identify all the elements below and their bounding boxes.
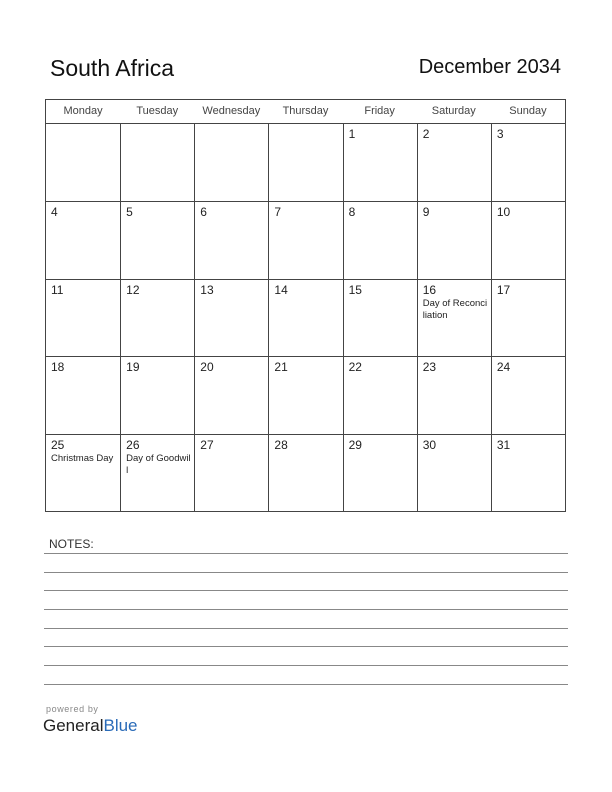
weekday-sunday: Sunday bbox=[509, 105, 547, 117]
calendar-weeks bbox=[46, 124, 565, 511]
notes-line[interactable] bbox=[44, 628, 568, 629]
calendar-day-cell[interactable] bbox=[343, 280, 417, 356]
calendar-day-cell[interactable] bbox=[491, 124, 565, 201]
weekday-wednesday: Wednesday bbox=[202, 105, 261, 117]
calendar-day-cell[interactable] bbox=[46, 202, 120, 278]
calendar-day-cell[interactable] bbox=[268, 435, 342, 511]
calendar-grid bbox=[45, 99, 566, 512]
calendar-day-cell[interactable] bbox=[120, 202, 194, 278]
calendar-week-row bbox=[46, 124, 565, 201]
calendar-day-cell[interactable] bbox=[46, 435, 120, 511]
brand-blue-text: Blue bbox=[103, 716, 138, 735]
day-number: 4 bbox=[51, 205, 58, 220]
notes-line[interactable] bbox=[44, 665, 568, 666]
day-number: 6 bbox=[200, 205, 207, 220]
calendar-day-cell[interactable] bbox=[120, 124, 194, 201]
calendar-day-cell[interactable] bbox=[343, 357, 417, 433]
calendar-day-cell[interactable] bbox=[46, 280, 120, 356]
weekday-friday: Friday bbox=[364, 105, 395, 117]
weekday-tuesday: Tuesday bbox=[136, 105, 179, 117]
day-number: 22 bbox=[348, 360, 362, 375]
day-number: 27 bbox=[200, 437, 214, 452]
calendar-day-cell[interactable] bbox=[491, 357, 565, 433]
calendar-day-cell[interactable] bbox=[46, 357, 120, 433]
calendar-day-cell[interactable] bbox=[417, 435, 491, 511]
weekday-thursday: Thursday bbox=[282, 105, 329, 117]
weekday-saturday: Saturday bbox=[431, 105, 476, 117]
day-number: 13 bbox=[200, 282, 214, 297]
holiday-label: Day of Goodwill bbox=[126, 452, 191, 476]
day-number: 23 bbox=[422, 360, 437, 375]
day-number: 5 bbox=[126, 205, 133, 220]
notes-line[interactable] bbox=[44, 684, 568, 685]
day-number: 17 bbox=[496, 282, 511, 297]
day-number: 16 bbox=[422, 282, 437, 297]
calendar-day-cell[interactable] bbox=[194, 435, 268, 511]
day-number: 20 bbox=[200, 360, 214, 375]
calendar-day-cell[interactable] bbox=[491, 435, 565, 511]
notes-line[interactable] bbox=[44, 572, 568, 573]
calendar-country-title: South Africa bbox=[50, 55, 175, 81]
day-number: 30 bbox=[422, 437, 437, 452]
calendar-day-cell[interactable] bbox=[417, 357, 491, 433]
weekday-header-row bbox=[46, 100, 565, 124]
calendar-day-cell[interactable] bbox=[120, 435, 194, 511]
day-number: 14 bbox=[274, 282, 288, 297]
calendar-day-cell[interactable] bbox=[120, 280, 194, 356]
brand-general-text: General bbox=[43, 716, 104, 735]
notes-line[interactable] bbox=[44, 646, 568, 647]
calendar-week-row bbox=[46, 201, 565, 278]
calendar-day-cell[interactable] bbox=[417, 124, 491, 201]
day-number: 31 bbox=[496, 437, 511, 452]
day-number: 25 bbox=[51, 437, 65, 452]
powered-by-text: powered by bbox=[46, 704, 99, 714]
day-number: 1 bbox=[348, 127, 356, 141]
calendar-day-cell[interactable] bbox=[120, 357, 194, 433]
day-number: 21 bbox=[274, 360, 288, 375]
calendar-day-cell[interactable] bbox=[46, 124, 120, 201]
day-number: 10 bbox=[496, 205, 511, 220]
calendar-day-cell[interactable] bbox=[268, 202, 342, 278]
calendar-day-cell[interactable] bbox=[343, 124, 417, 201]
calendar-day-cell[interactable] bbox=[194, 124, 268, 201]
calendar-day-cell[interactable] bbox=[268, 280, 342, 356]
day-number: 29 bbox=[348, 437, 362, 452]
calendar-day-cell[interactable] bbox=[343, 202, 417, 278]
calendar-day-cell[interactable] bbox=[343, 435, 417, 511]
holiday-label: Day of Reconciliation bbox=[422, 297, 488, 321]
calendar-day-cell[interactable] bbox=[491, 202, 565, 278]
day-number: 28 bbox=[274, 437, 288, 452]
calendar-day-cell[interactable] bbox=[417, 280, 491, 356]
calendar-week-row bbox=[46, 279, 565, 356]
notes-label: NOTES: bbox=[49, 537, 94, 551]
day-number: 26 bbox=[126, 437, 140, 452]
day-number: 18 bbox=[51, 360, 65, 375]
day-number: 19 bbox=[126, 360, 140, 375]
day-number: 24 bbox=[496, 360, 511, 375]
calendar-day-cell[interactable] bbox=[268, 124, 342, 201]
notes-line[interactable] bbox=[44, 609, 568, 610]
day-number: 12 bbox=[126, 282, 140, 297]
calendar-day-cell[interactable] bbox=[194, 202, 268, 278]
weekday-monday: Monday bbox=[63, 105, 103, 117]
notes-line[interactable] bbox=[44, 590, 568, 591]
calendar-week-row bbox=[46, 434, 565, 511]
day-number: 15 bbox=[348, 282, 362, 297]
notes-line[interactable] bbox=[44, 553, 568, 554]
calendar-week-row bbox=[46, 356, 565, 433]
day-number: 2 bbox=[422, 127, 430, 141]
day-number: 8 bbox=[348, 205, 356, 220]
generalblue-logo[interactable] bbox=[43, 716, 138, 736]
calendar-day-cell[interactable] bbox=[268, 357, 342, 433]
holiday-label: Christmas Day bbox=[51, 452, 114, 464]
day-number: 9 bbox=[422, 205, 430, 220]
day-number: 11 bbox=[51, 282, 64, 297]
calendar-day-cell[interactable] bbox=[491, 280, 565, 356]
calendar-month-title: December 2034 bbox=[418, 56, 561, 78]
calendar-day-cell[interactable] bbox=[417, 202, 491, 278]
calendar-day-cell[interactable] bbox=[194, 280, 268, 356]
calendar-day-cell[interactable] bbox=[194, 357, 268, 433]
day-number: 7 bbox=[274, 205, 282, 220]
day-number: 3 bbox=[496, 127, 504, 141]
